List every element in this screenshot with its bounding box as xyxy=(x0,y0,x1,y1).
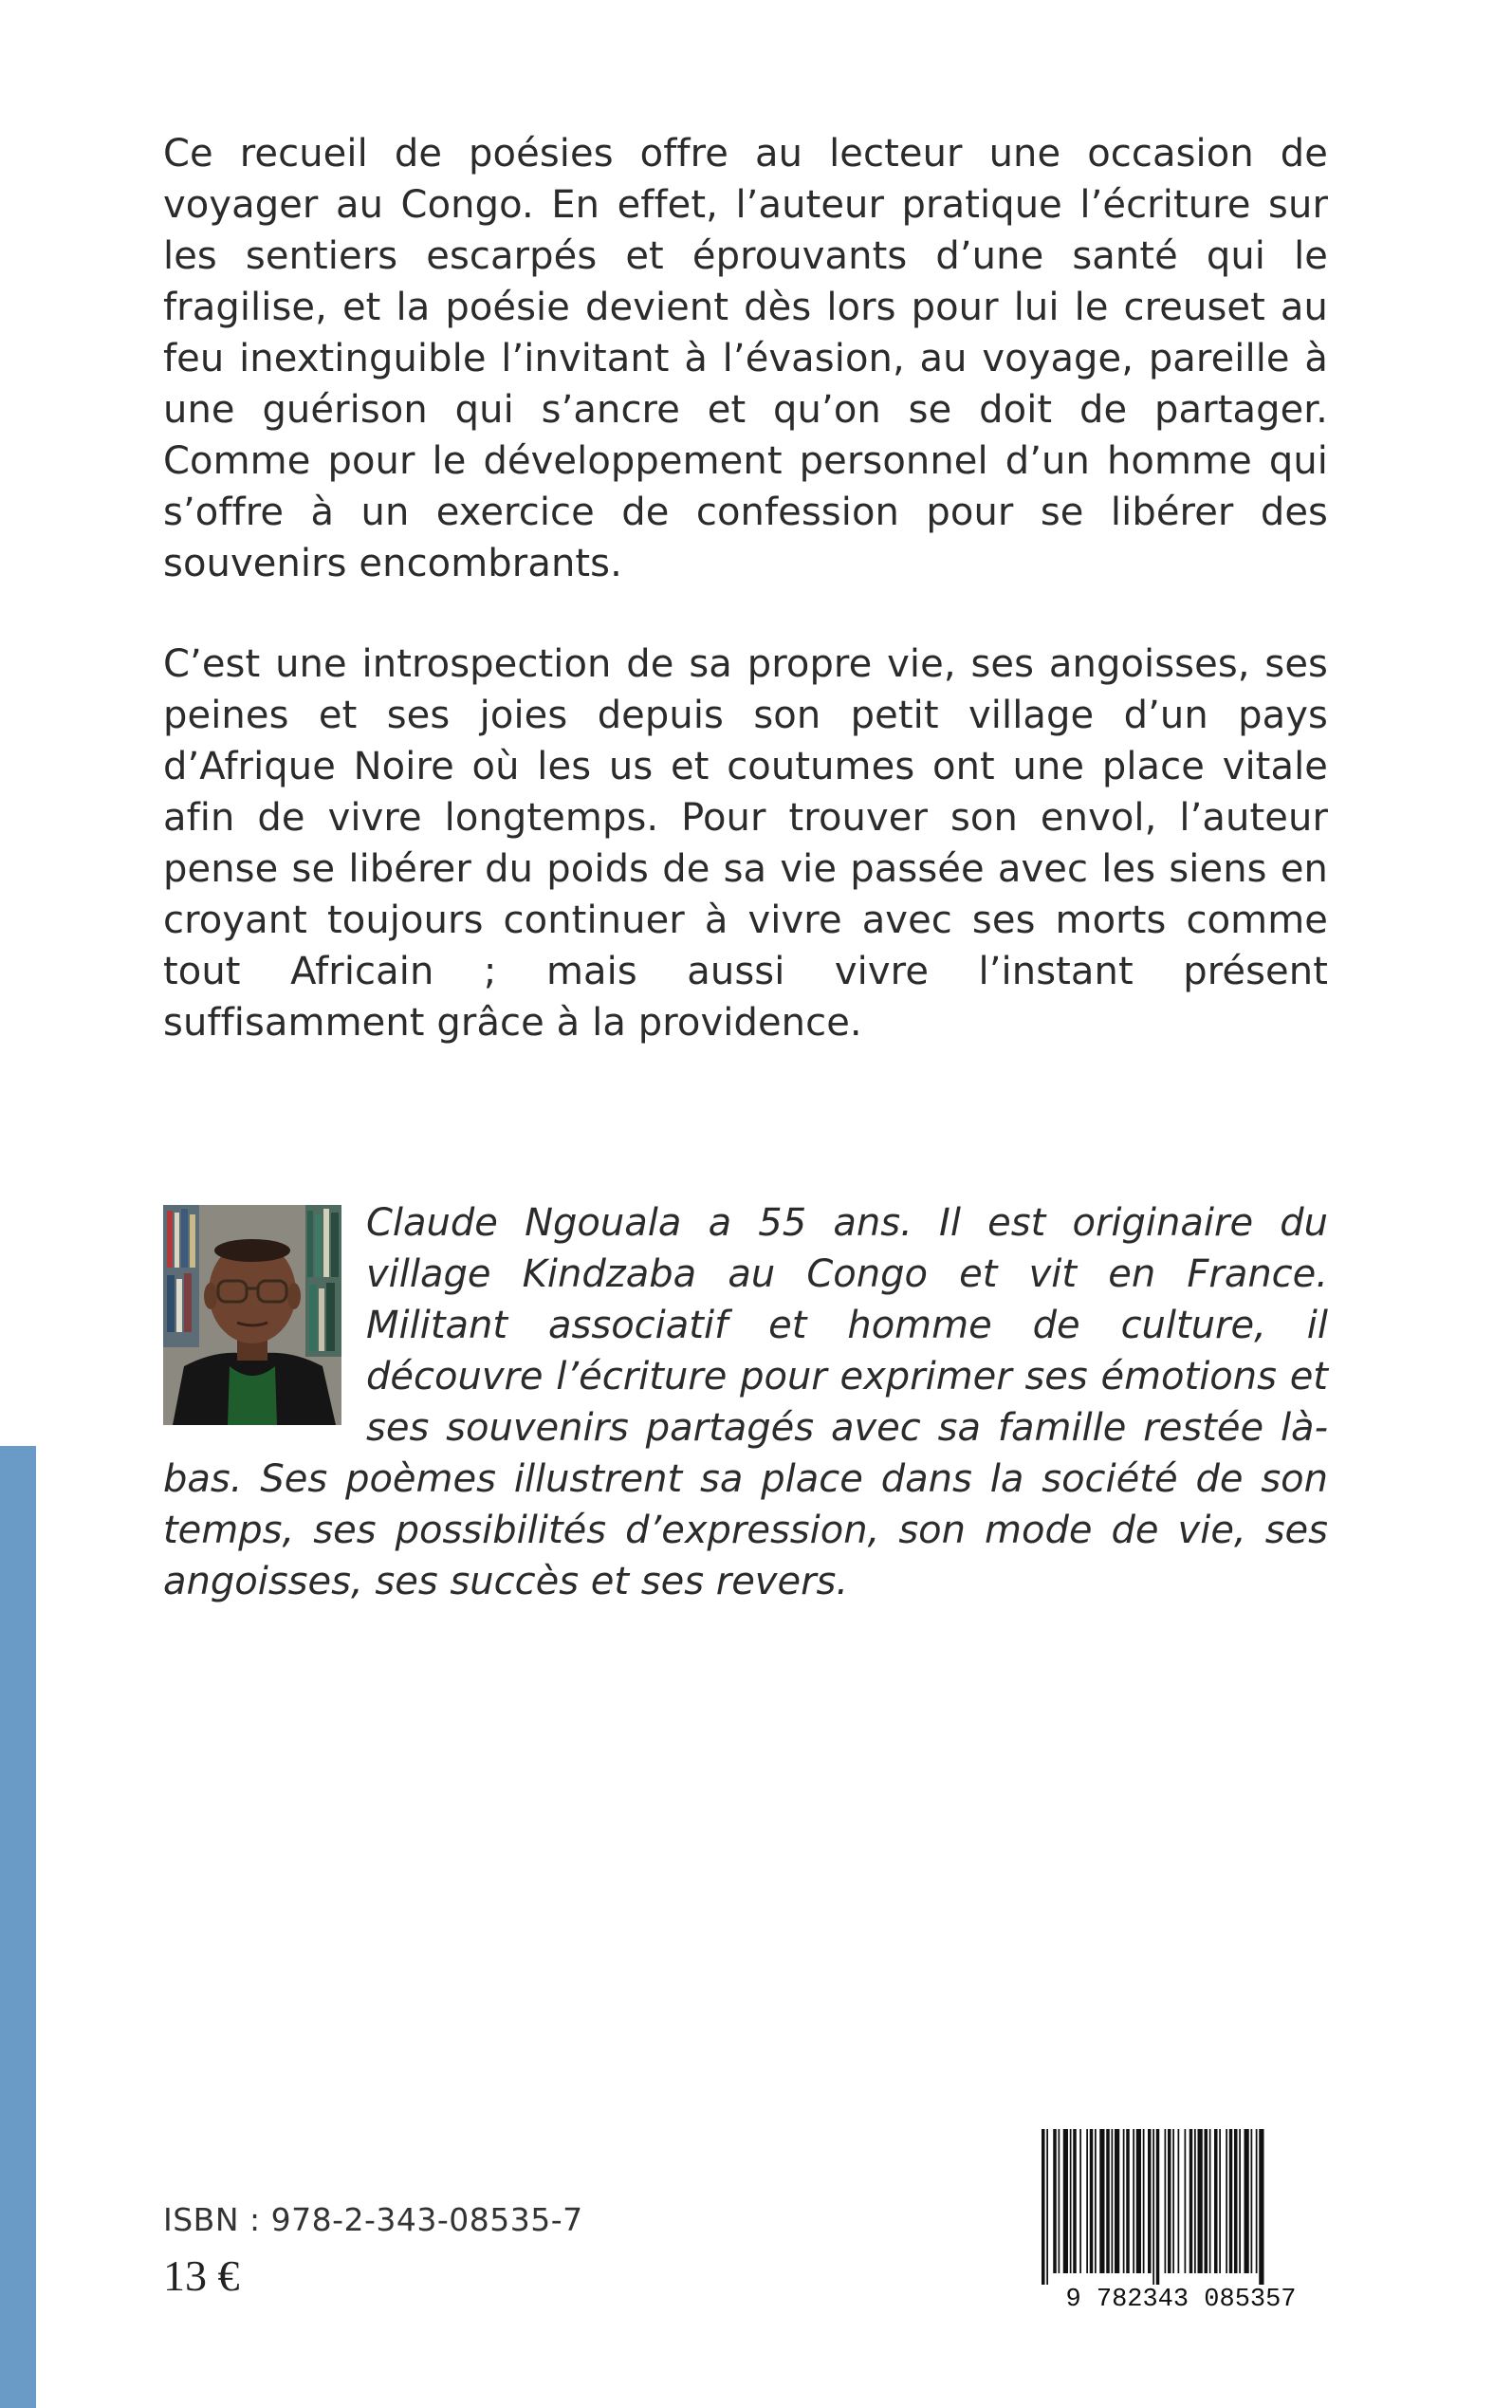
barcode-bar xyxy=(1194,2129,1196,2273)
barcode-bar xyxy=(1123,2129,1125,2273)
blurb-paragraph-1: Ce recueil de poésies offre au lecteur une occasion de voyager au Congo. En effet, l’auteur pratique l’écriture sur les sentiers escarpés et éprouvants d’une santé qui le fragilise, et la poésie devient dès lors pour lui le creuset au feu inextinguible l’invitant à l’évasion, au voyage, pareille à une guérison qui s’ancre et qu’on se doit de partager. Comme pour le développement personnel d’un homme qui s’offre à un exercice de confession pour se libérer des souvenirs encombrants. xyxy=(163,132,1328,585)
barcode-bar xyxy=(1099,2129,1104,2273)
barcode-bar xyxy=(1115,2129,1119,2273)
barcode-bar xyxy=(1214,2129,1218,2273)
author-section xyxy=(163,1197,1328,1607)
barcode-bar xyxy=(1239,2129,1241,2273)
author-portrait-illustration xyxy=(163,1205,341,1425)
barcode-bar xyxy=(1259,2129,1263,2285)
barcode-bars xyxy=(1042,2129,1264,2285)
isbn-barcode xyxy=(1030,2125,1332,2311)
barcode-bar xyxy=(1133,2129,1134,2273)
barcode-bar xyxy=(1219,2129,1221,2273)
barcode-bar xyxy=(1063,2129,1068,2273)
barcode-digits: 9 782343 085357 xyxy=(1065,2286,1297,2311)
barcode-bar xyxy=(1126,2129,1130,2273)
price-label: 13 € xyxy=(163,2251,240,2300)
barcode-bar xyxy=(1046,2129,1048,2285)
barcode-bar xyxy=(1185,2129,1187,2273)
barcode-bar xyxy=(1112,2129,1114,2273)
isbn-label: ISBN : 978-2-343-08535-7 xyxy=(163,2201,583,2238)
barcode-bar xyxy=(1234,2129,1238,2273)
barcode-bar xyxy=(1148,2129,1152,2273)
barcode-bar xyxy=(1229,2129,1233,2273)
barcode-bar xyxy=(1256,2129,1258,2273)
barcode-bar xyxy=(1095,2129,1097,2273)
author-bio: a 55 ans. Il est originaire du village Kindzaba au Congo et vit en France. Militant associatif et homme de culture, il découvre l’écriture pour exprimer ses émotions et ses souvenirs partagés avec sa famille restée là-bas. Ses poèmes illustrent sa place dans la société de son temps, ses possibilités d’expression, son mode de vie, ses angoisses, ses succès et ses revers. xyxy=(163,1201,1328,1603)
barcode-bar xyxy=(1205,2129,1208,2273)
barcode-bar xyxy=(1251,2129,1253,2273)
barcode-bar xyxy=(1106,2129,1110,2273)
barcode-bar xyxy=(1189,2129,1193,2273)
barcode-bar xyxy=(1059,2129,1060,2273)
barcode-bar xyxy=(1209,2129,1211,2273)
barcode-bar xyxy=(1245,2129,1249,2273)
author-photo xyxy=(163,1205,341,1425)
barcode-bar xyxy=(1079,2129,1081,2273)
barcode-bar xyxy=(1143,2129,1145,2273)
barcode-bar xyxy=(1198,2129,1203,2273)
barcode-bar xyxy=(1042,2129,1045,2285)
barcode-bar xyxy=(1226,2129,1227,2273)
barcode-bar xyxy=(1178,2129,1180,2273)
barcode-bar xyxy=(1073,2129,1077,2273)
barcode-bar xyxy=(1168,2129,1171,2273)
barcode-bar xyxy=(1086,2129,1088,2273)
barcode-bar xyxy=(1152,2129,1154,2285)
barcode-bar xyxy=(1165,2129,1167,2273)
barcode-bar xyxy=(1070,2129,1072,2273)
barcode-bar xyxy=(1090,2129,1094,2273)
side-color-stripe xyxy=(0,1446,36,2408)
barcode-bar xyxy=(1136,2129,1141,2273)
author-name: Claude Ngouala xyxy=(366,1201,682,1245)
blurb-paragraph-2: C’est une introspection de sa propre vie, ses angoisses, ses peines et ses joies depuis son petit village d’un pays d’Afrique Noire où les us et coutumes ont une place vitale afin de vivre longtemps. Pour trouver son envol, l’auteur pense se libérer du poids de sa vie passée avec les siens en croyant toujours continuer à vivre avec ses morts comme tout Africain ; mais aussi vivre l’instant présent suffisamment grâce à la providence. xyxy=(163,642,1328,1045)
barcode-bar xyxy=(1172,2129,1174,2273)
barcode-bar xyxy=(1053,2129,1057,2273)
barcode-bar xyxy=(1156,2129,1160,2285)
